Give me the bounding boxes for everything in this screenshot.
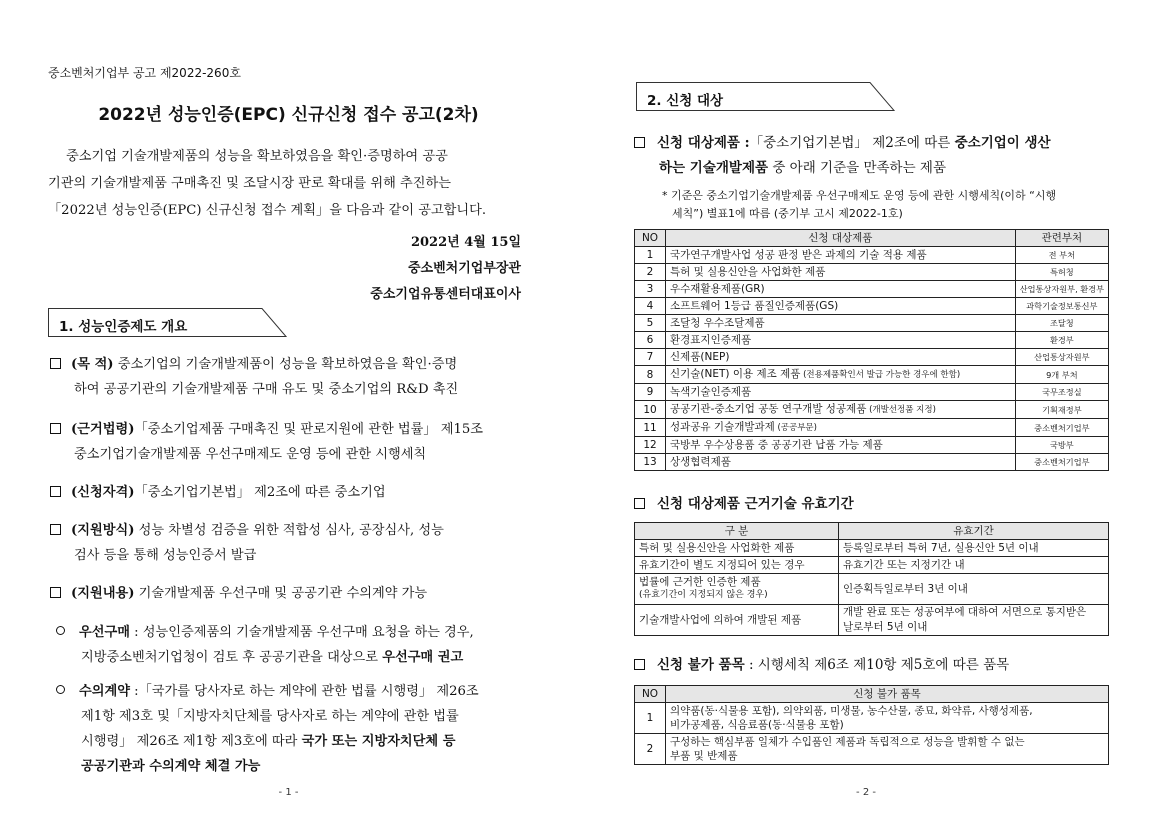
section-tab-shape [854,82,896,111]
notice-number: 중소벤처기업부 공고 제2022-260호 [48,66,241,80]
section-2-title: 2. 신청 대상 [647,93,724,109]
table-row: 5 조달청 우수조달제품 조달청 [635,315,1109,332]
validity-table: 구 분 유효기간 특허 및 실용신안을 사업화한 제품 등록일로부터 특허 7년, 실용신안 5년 이내 유효기간이 별도 지정되어 있는 경우 유효기간 또는 지정기간 내 법률에 근거한 인증한 제품 (유효기간이 지정되지 않은 경우) 인증획득일로부터 3년 이내 기술개발사업에 의하여 개발된 제품 개발 완료 또는 성공여부에 대하여 서면으로 통지받은 날로부터 5년 이내 [634,522,1109,636]
sub-item-priority-purchase: 우선구매 : 성능인증제품의 기술개발제품 우선구매 요청을 하는 경우, 지방중소벤처기업청이 검토 후 공공기관을 대상으로 우선구매 권고 [56,620,532,670]
intro-paragraph [48,143,526,224]
issuer-minister: 중소벤처기업부장관 [407,261,521,276]
checkbox-icon [50,486,61,497]
intro-line: 기관의 기술개발제품 구매촉진 및 조달시장 판로 확대를 위해 추진하는 [48,176,451,191]
table-row: 9 녹색기술인증제품 국무조정실 [635,384,1109,401]
table-row: 7 신제품(NEP) 산업통상자원부 [635,349,1109,366]
table-row: 6 환경표지인증제품 환경부 [635,332,1109,349]
table-row: 13 상생협력제품 중소벤처기업부 [635,454,1109,471]
checkbox-icon [634,498,645,509]
table-row: 11 성과공유 기술개발과제 (공공부문) 중소벤처기업부 [635,419,1109,437]
table-row: 1 의약품(동·식물용 포함), 의약외품, 미생물, 농수산물, 종묘, 화약류, 사행성제품, 비가공제품, 식음료품(동·식물용 포함) [635,703,1109,734]
criteria-note: * 기준은 중소기업기술개발제품 우선구매제도 운영 등에 관한 시행세칙(이하 “시행 세칙”) 별표1에 따름 (중기부 고시 제2022-1호) [662,189,1057,220]
circle-bullet-icon [56,626,65,635]
checkbox-icon [50,358,61,369]
item-label: (지원방식) [71,523,135,538]
page-1 [0,0,577,815]
table-row: 1 국가연구개발사업 성공 판정 받은 과제의 기술 적용 제품 전 부처 [635,247,1109,264]
item-purpose: (목 적) 중소기업의 기술개발제품이 성능을 확보하였음을 확인·증명 하여 공공기관의 기술개발제품 구매 유도 및 중소기업의 R&D 촉진 [50,352,530,402]
checkbox-icon [50,587,61,598]
table-row: 10 공공기관-중소기업 공동 연구개발 성공제품 (개발선정품 지정) 기획재정부 [635,401,1109,419]
checkbox-icon [634,137,645,148]
section-tab-shape [246,308,288,337]
table-row: 12 국방부 우수상용품 중 공공기관 납품 가능 제품 국방부 [635,437,1109,454]
section-1-title: 1. 성능인증제도 개요 [59,319,188,335]
table-row: 유효기간이 별도 지정되어 있는 경우 유효기간 또는 지정기간 내 [635,557,1109,574]
table-row: 2 특허 및 실용신안을 사업화한 제품 특허청 [635,264,1109,281]
checkbox-icon [50,423,61,434]
excluded-items-table: NO 신청 불가 품목 1 의약품(동·식물용 포함), 의약외품, 미생물, 농수산물, 종묘, 화약류, 사행성제품, 비가공제품, 식음료품(동·식물용 포함) 2 구성하는 핵심부품 일체가 수입품인 제품과 독립적으로 성능을 발휘할 수 없는 부품 및 반제품 [634,685,1109,765]
table-row: 특허 및 실용신안을 사업화한 제품 등록일로부터 특허 7년, 실용신안 5년 이내 [635,540,1109,557]
checkbox-icon [634,659,645,670]
sub-item-private-contract: 수의계약 :「국가를 당사자로 하는 계약에 관한 법률 시행령」 제26조 제1항 제3호 및「지방자치단체를 당사자로 하는 계약에 관한 법률 시행령」 제26조 제1항 제3호에 따라 국가 또는 지방자치단체 등 공공기관과 수의계약 체결 가능 [56,679,532,779]
intro-line: 중소기업 기술개발제품의 성능을 확보하였음을 확인·증명하여 공공 [66,149,448,164]
item-label: (지원내용) [71,586,135,601]
page-number: - 2 - [856,787,876,798]
target-products-table: NO 신청 대상제품 관련부처 1 국가연구개발사업 성공 판정 받은 과제의 기술 적용 제품 전 부처 2 특허 및 실용신안을 사업화한 제품 특허청 3 우수재활용제품(GR) 산업통상자원부, 환경부 4 소프트웨어 1등급 품질인증제품(GS) 과학기술정보통신부 5 조달청 우수조달제품 조달청 6 환경표지인증제품 환경부 7 신제품(NEP) 산업통상자원부 8 신기술(NET) 이용 제조 제품 (전용제품확인서 발급 가능한 경우에 한함) 9개 부처 9 녹색기술인증제품 국무조정실 10 공공기관-중소기업 공동 연구개발 성공제품 (개발선정품 지정) 기획재정부 11 성과공유 기술개발과제 (공공부문) 중소벤처기업부 12 국방부 우수상용품 중 공공기관 납품 가능 제품 국방부 13 상생협력제품 중소벤처기업부 [634,229,1109,471]
notice-date: 2022년 4월 15일 [410,235,521,250]
circle-bullet-icon [56,685,65,694]
validity-heading: 신청 대상제품 근거기술 유효기간 [634,492,854,517]
issuer-ceo: 중소기업유통센터대표이사 [370,287,521,302]
item-label: (근거법령) [71,422,135,437]
checkbox-icon [50,524,61,535]
table-row: 4 소프트웨어 1등급 품질인증제품(GS) 과학기술정보통신부 [635,298,1109,315]
item-label: (신청자격) [71,485,135,500]
table-row: 법률에 근거한 인증한 제품 (유효기간이 지정되지 않은 경우) 인증획득일로부터 3년 이내 [635,574,1109,605]
item-legal-basis: (근거법령)「중소기업제품 구매촉진 및 판로지원에 관한 법률」 제15조 중소기업기술개발제품 우선구매제도 운영 등에 관한 시행세칙 [50,417,530,467]
intro-line: 「2022년 성능인증(EPC) 신규신청 접수 계획」을 다음과 같이 공고합니다. [48,203,487,218]
page-title: 2022년 성능인증(EPC) 신규신청 접수 공고(2차) [98,105,479,125]
page-2 [577,0,1155,815]
table-row: 기술개발사업에 의하여 개발된 제품 개발 완료 또는 성공여부에 대하여 서면으로 통지받은 날로부터 5년 이내 [635,605,1109,636]
item-support-method: (지원방식) 성능 차별성 검증을 위한 적합성 심사, 공장심사, 성능 검사 등을 통해 성능인증서 발급 [50,518,530,568]
table-body [635,247,1109,471]
table-row: 8 신기술(NET) 이용 제조 제품 (전용제품확인서 발급 가능한 경우에 한함) 9개 부처 [635,366,1109,384]
target-products: 신청 대상제품 :「중소기업기본법」 제2조에 따른 중소기업이 생산 하는 기술개발제품 중 아래 기준을 만족하는 제품 [634,131,1114,181]
page-number: - 1 - [278,787,299,798]
item-support-content: (지원내용) 기술개발제품 우선구매 및 공공기관 수의계약 가능 [50,581,530,606]
item-label: (목 적) [71,357,114,372]
section-1-header [48,308,246,337]
section-2-header [636,82,854,111]
table-row: 3 우수재활용제품(GR) 산업통상자원부, 환경부 [635,281,1109,298]
signature-block [370,230,521,308]
item-eligibility: (신청자격)「중소기업기본법」 제2조에 따른 중소기업 [50,480,530,505]
excluded-heading: 신청 불가 품목 : 시행세칙 제6조 제10항 제5호에 따른 품목 [634,653,1114,678]
table-row: 2 구성하는 핵심부품 일체가 수입품인 제품과 독립적으로 성능을 발휘할 수 없는 부품 및 반제품 [635,734,1109,765]
